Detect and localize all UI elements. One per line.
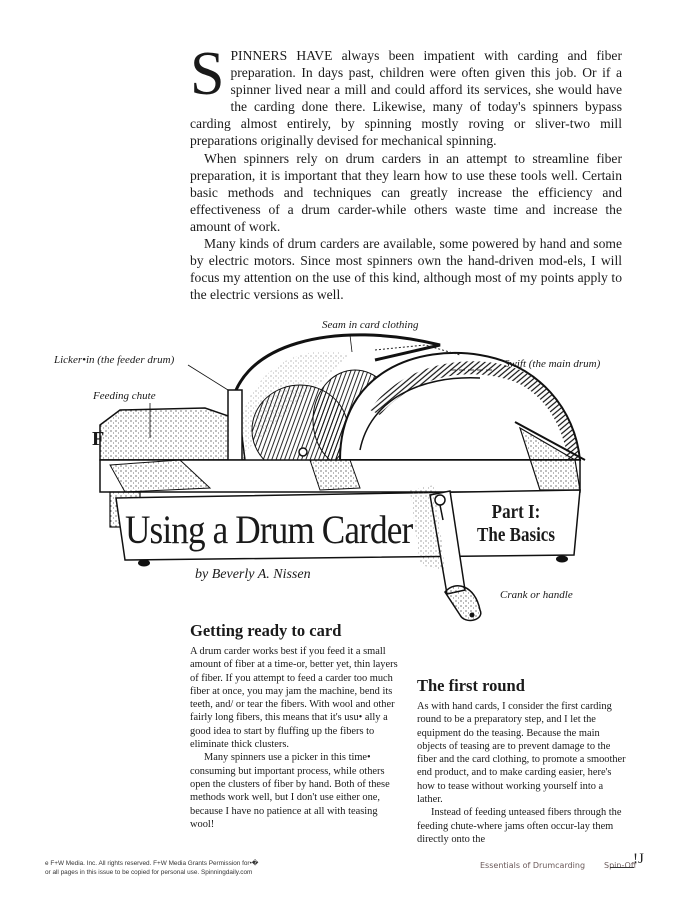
section-heading: The first round — [417, 676, 525, 695]
section-paragraph: As with hand cards, I consider the first carding round to be a preparatory step, and I let the equipment do the teasing. Because the main objects of teasing are to prevent damage to the fiber and the card clothing, to promote a smoother end product, and to make carding easier, here's how to tease without working yourself into a lather. — [417, 701, 626, 806]
page-number-rule — [610, 867, 634, 868]
crank-grip — [445, 586, 481, 621]
section-paragraph: Instead of feeding unteased fibers through the feeding chute-where jams often occur-lay them directly onto the — [417, 807, 622, 845]
byline: by Beverly A. Nissen — [195, 567, 311, 582]
intro-text — [190, 40, 622, 303]
label-seam: Seam in card clothing — [322, 319, 419, 331]
copyright-notice — [45, 859, 258, 877]
intro-paragraph-1-text: PINNERS HAVE always been impatient with carding and fiber preparation. In days past, children were often given this job. Or if a spinner lived near a mill and could afford its services, she would have the carding done there. Likewise, many of today's spinners bypass carding almost entirely, by spinning mostly roving or sliver-two mill preparations originally devised for mechanical spinning. — [190, 48, 622, 149]
section-heading: Getting ready to card — [190, 621, 342, 640]
intro-paragraph-2: When spinners rely on drum carders in an attempt to streamline fiber preparation, it is important that they learn how to use these tools well. Certain basic methods and techniques can greatly increase the efficiency and effectiveness of a drum carder-while others waste time and increase the amount of work. — [190, 150, 622, 234]
label-licker-in: Licker•in (the feeder drum) — [54, 354, 175, 366]
section-first-round — [417, 676, 629, 846]
page-number: !J — [633, 851, 644, 867]
publication-name: Essentials of Drumcarding — [480, 861, 586, 870]
label-feeding-chute: Feeding chute — [93, 390, 156, 402]
drop-cap: S — [190, 40, 225, 108]
section-getting-ready — [190, 621, 400, 831]
feeding-chute — [100, 408, 245, 460]
label-swift: Swift (the main drum) — [504, 358, 601, 370]
copyright-line-2: or all pages in this issue to be copied for personal use. Spinningdaily.com — [45, 869, 253, 876]
part-line-2: The Basics — [477, 524, 555, 546]
magazine-name: Spin-Off — [604, 861, 637, 870]
part-line-1: Part I: — [491, 501, 541, 523]
intro-paragraph-3: Many kinds of drum carders are available, some powered by hand and some by electric motors. Since most spinners own the hand-driven mod-els, I will focus my attention on the use of this kind, although most of my points apply to the electric versions as well. — [190, 236, 622, 303]
section-paragraph: A drum carder works best if you feed it a small amount of fiber at a time-or, better yet, thin layers of fiber. If you attempt to feed a carder too much fiber at once, you may jam the machine, bend its teeth, and/ or tear the fibers. With wool and other fairly long fibers, this means that it's usu• ally a good idea to start by fluffing up the fibers to eliminate thick clusters. — [190, 646, 398, 751]
article-title: Using a Drum Carder — [125, 507, 413, 552]
article-part — [477, 501, 555, 547]
section-paragraph: Many spinners use a picker in this time• consuming but important process, while others open the clusters of fiber by hand. Both of these methods work well, but I don't use either one, because I have no patience at all with teasing wool! — [190, 752, 390, 830]
copyright-line-1: e F+W Media. Inc. All rights reserved. F+W Media Grants Permission for•� — [45, 860, 259, 867]
intro-paragraph-1 — [190, 40, 622, 150]
stray-letter: F — [92, 428, 105, 450]
label-crank: Crank or handle — [500, 589, 573, 601]
